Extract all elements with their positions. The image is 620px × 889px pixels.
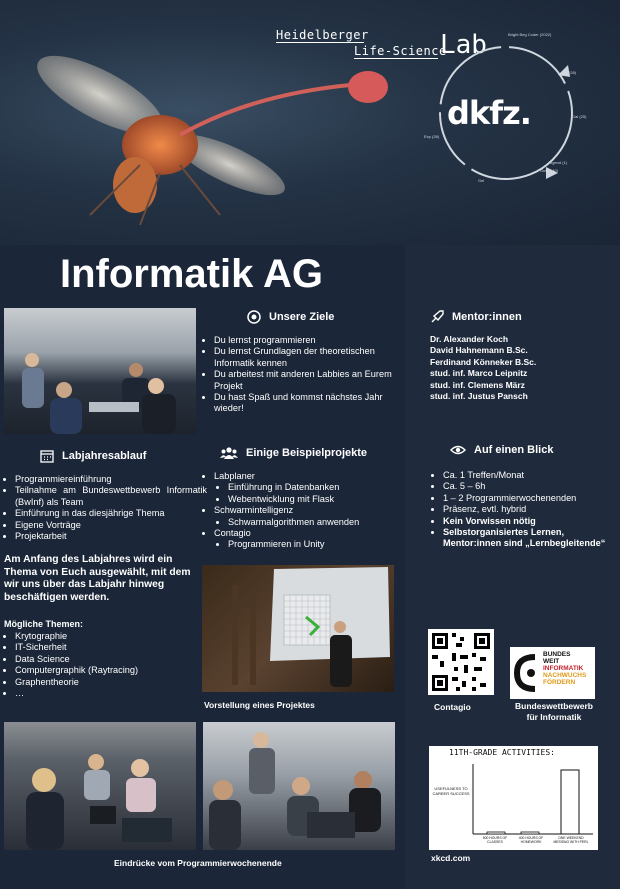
themen-list (4, 631, 207, 699)
target-icon (247, 310, 261, 324)
calendar-icon (40, 449, 54, 463)
brand-life-science: Life-Science (354, 44, 447, 58)
list-item: • Einführung in Datenbanken (228, 482, 410, 493)
weekend-caption: Eindrücke vom Programmierwochenende (114, 858, 282, 868)
page-title: Informatik AG (60, 252, 323, 296)
list-item: • Programmiereinführung (15, 474, 207, 485)
ring-label: Gel (478, 178, 485, 183)
blick-heading: Auf einen Blick (474, 444, 554, 456)
group-icon (220, 446, 238, 460)
list-item: • Computergraphik (Raytracing) (15, 665, 207, 676)
project-label: Labplaner (214, 471, 255, 481)
ring-label: Bright Beg Coder (2022) (508, 32, 552, 37)
project-label: Schwarmintelligenz (214, 505, 294, 516)
blick-list (432, 470, 620, 550)
blick-heading-row (450, 444, 553, 456)
photo-weekend-1 (4, 722, 196, 850)
people-silhouettes (203, 722, 395, 850)
list-item: • Webentwicklung mit Flask (228, 494, 410, 505)
list-item: • Einführung in das diesjährige Thema (15, 508, 207, 519)
brand-lab: Lab (440, 30, 487, 60)
brand-divider (276, 42, 364, 43)
rocket-icon (430, 310, 444, 324)
bwinf-text: NACHWUCHS (543, 672, 587, 679)
list-item: • 1 – 2 Programmierwochenenden (443, 493, 620, 504)
xkcd-credit: xkcd.com (431, 853, 471, 863)
list-item: • Teilnahme am Bundeswettbewerb Informatik (BwInf) als Team (15, 485, 207, 508)
ring-label: Jugend (1) (548, 160, 568, 165)
list-item: • Du lernst programmieren (214, 335, 410, 346)
qr-code[interactable] (428, 629, 494, 695)
themen-heading: Mögliche Themen: (4, 619, 84, 629)
mentor-name: Dr. Alexander Koch (430, 334, 509, 344)
list-item: • Schwarmalgorithmen anwenden (228, 517, 410, 528)
bwinf-logo[interactable] (510, 647, 595, 699)
ablauf-heading: Labjahresablauf (62, 450, 147, 462)
list-item: • Projektarbeit (15, 531, 207, 542)
bwinf-text: WEIT (543, 658, 560, 665)
qr-pattern (428, 629, 494, 695)
ring-label: Bio (28) (562, 70, 577, 75)
ziele-heading-row (247, 310, 334, 324)
list-item: • Du lernst Grundlagen der theoretischen Informatik kennen (214, 346, 410, 369)
photo-weekend-2 (203, 722, 395, 850)
mentor-name: David Hahnemann B.Sc. (430, 345, 528, 356)
projekte-heading: Einige Beispielprojekte (246, 447, 368, 459)
comic-bar-label: 500 HOURS OF CLASSES (482, 836, 508, 844)
projekte-list (203, 471, 410, 551)
project-label: Contagio (214, 528, 251, 539)
comic-ylabel: USEFULNESS TO CAREER SUCCESS (432, 786, 470, 796)
presentation-scene (202, 565, 394, 692)
bwinf-text: FÖRDERN (543, 679, 576, 686)
list-item: • … (15, 688, 207, 699)
list-item (214, 505, 410, 528)
list-item: • Eigene Vorträge (15, 520, 207, 531)
eye-icon (450, 444, 466, 456)
ziele-heading: Unsere Ziele (269, 311, 335, 323)
mentor-name: stud. inf. Clemens März (430, 379, 525, 390)
list-item: • Data Science (15, 654, 207, 665)
ablauf-heading-row (40, 449, 146, 463)
list-item: • Graphentheorie (15, 677, 207, 688)
dkfz-logo: dkfz. (447, 94, 531, 132)
bwinf-caption-line: für Informatik (526, 712, 582, 722)
list-item: • IT-Sicherheit (15, 642, 207, 653)
contagio-caption: Contagio (434, 702, 471, 712)
photo-classroom (4, 308, 196, 434)
people-silhouettes (4, 308, 196, 434)
ring-label: Exp (28) (424, 134, 440, 139)
list-item (214, 528, 410, 551)
list-item: • Programmieren in Unity (228, 539, 410, 550)
ablauf-list (4, 474, 207, 542)
mentor-heading-row (430, 310, 522, 324)
bwinf-caption-line: Bundeswettbewerb (515, 701, 593, 711)
mentor-list (430, 334, 615, 402)
list-item: • Du arbeitest mit anderen Labbies an Eurem Projekt (214, 369, 410, 392)
mentor-name: Ferdinand Könneker B.Sc. (430, 356, 537, 367)
projekte-heading-row (220, 446, 367, 460)
ring-label: Gut 2 (40) (540, 168, 559, 173)
mentor-name: stud. inf. Marco Leipnitz (430, 368, 528, 379)
ziele-list (203, 335, 410, 415)
photo-presentation (202, 565, 394, 692)
list-item: • Krytographie (15, 631, 207, 642)
list-item: • Ca. 1 Treffen/Monat (443, 470, 620, 481)
comic-bar-label: ONE WEEKEND MESSING WITH PERL (553, 836, 589, 844)
people-silhouettes (4, 722, 196, 850)
list-item (214, 471, 410, 505)
list-item: • Präsenz, evtl. hybrid (443, 504, 620, 515)
bwinf-mark (513, 653, 543, 693)
ablauf-paragraph: Am Anfang des Labjahres wird ein Thema von Euch ausgewählt, mit dem wir uns über das Labjahr hinweg beschäftigen werden. (4, 554, 191, 603)
list-item: • Du hast Spaß und kommst nächstes Jahr wieder! (214, 392, 410, 415)
header-banner (0, 0, 620, 245)
comic-chart (429, 746, 598, 850)
bwinf-text: BUNDES (543, 651, 571, 658)
bwinf-text: INFORMATIK (543, 665, 584, 672)
mentor-name: stud. inf. Justus Pansch (430, 391, 528, 402)
mosquito-illustration (20, 55, 400, 230)
bwinf-caption (512, 701, 596, 723)
list-item: • Ca. 5 – 6h (443, 481, 620, 492)
ring-label: Gal (25) (572, 114, 587, 119)
brand-heidelberger: Heidelberger (276, 28, 369, 42)
presentation-caption: Vorstellung eines Projektes (204, 700, 315, 710)
list-item: • Selbstorganisiertes Lernen, Mentor:innen sind „Lernbegleitende“ (443, 527, 620, 550)
xkcd-comic (429, 746, 598, 850)
mentor-heading: Mentor:innen (452, 311, 522, 323)
list-item: • Kein Vorwissen nötig (443, 516, 620, 527)
comic-bar-label: 400 HOURS OF HOMEWORK (518, 836, 544, 844)
comic-title: 11TH-GRADE ACTIVITIES: (449, 748, 555, 757)
